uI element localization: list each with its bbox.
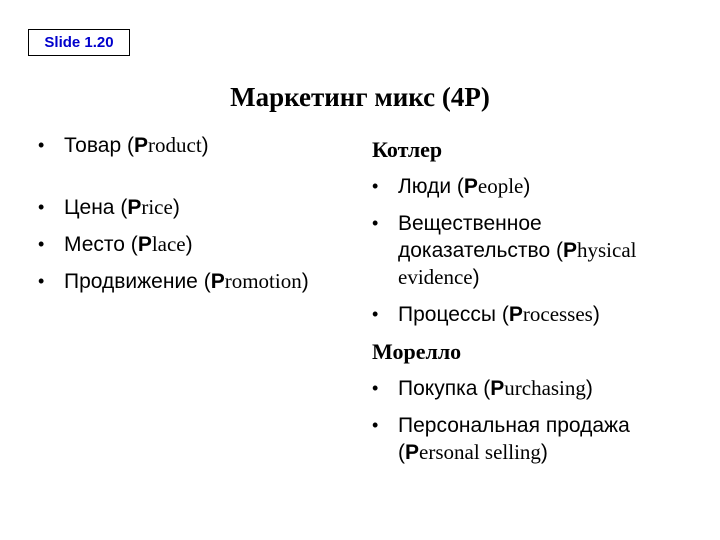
- left-column: [38, 132, 363, 305]
- list-item-purchasing: • Покупка (Purchasing): [372, 376, 593, 400]
- list-item-personal-selling: • Персональная продажа (Personal selling): [372, 414, 630, 464]
- list-item-promotion: • Продвижение (Promotion): [38, 269, 309, 293]
- bullet-icon: •: [38, 271, 45, 291]
- morello-heading: Морелло: [372, 339, 462, 364]
- list-item-processes: • Процессы (Processes): [372, 302, 600, 326]
- bullet-icon: •: [372, 415, 379, 435]
- kotler-heading: Котлер: [372, 137, 443, 162]
- slide-title: Маркетинг микс (4P): [230, 82, 490, 112]
- bullet-icon: •: [372, 213, 379, 233]
- list-item-place: • Место (Place): [38, 232, 193, 256]
- bullet-icon: •: [38, 234, 45, 254]
- bullet-icon: •: [38, 135, 45, 155]
- bullet-icon: •: [372, 176, 379, 196]
- list-item-people: • Люди (People): [372, 174, 531, 198]
- list-item-price: • Цена (Price): [38, 195, 180, 219]
- list-item-physical-evidence: • Вещественное доказательство (Physical evidence): [372, 212, 637, 289]
- slide-number-badge: Slide 1.20: [28, 29, 130, 56]
- right-column: [372, 132, 692, 476]
- list-item-product: • Товар (Product): [38, 133, 209, 157]
- bullet-icon: •: [372, 304, 379, 324]
- bullet-icon: •: [372, 378, 379, 398]
- bullet-icon: •: [38, 197, 45, 217]
